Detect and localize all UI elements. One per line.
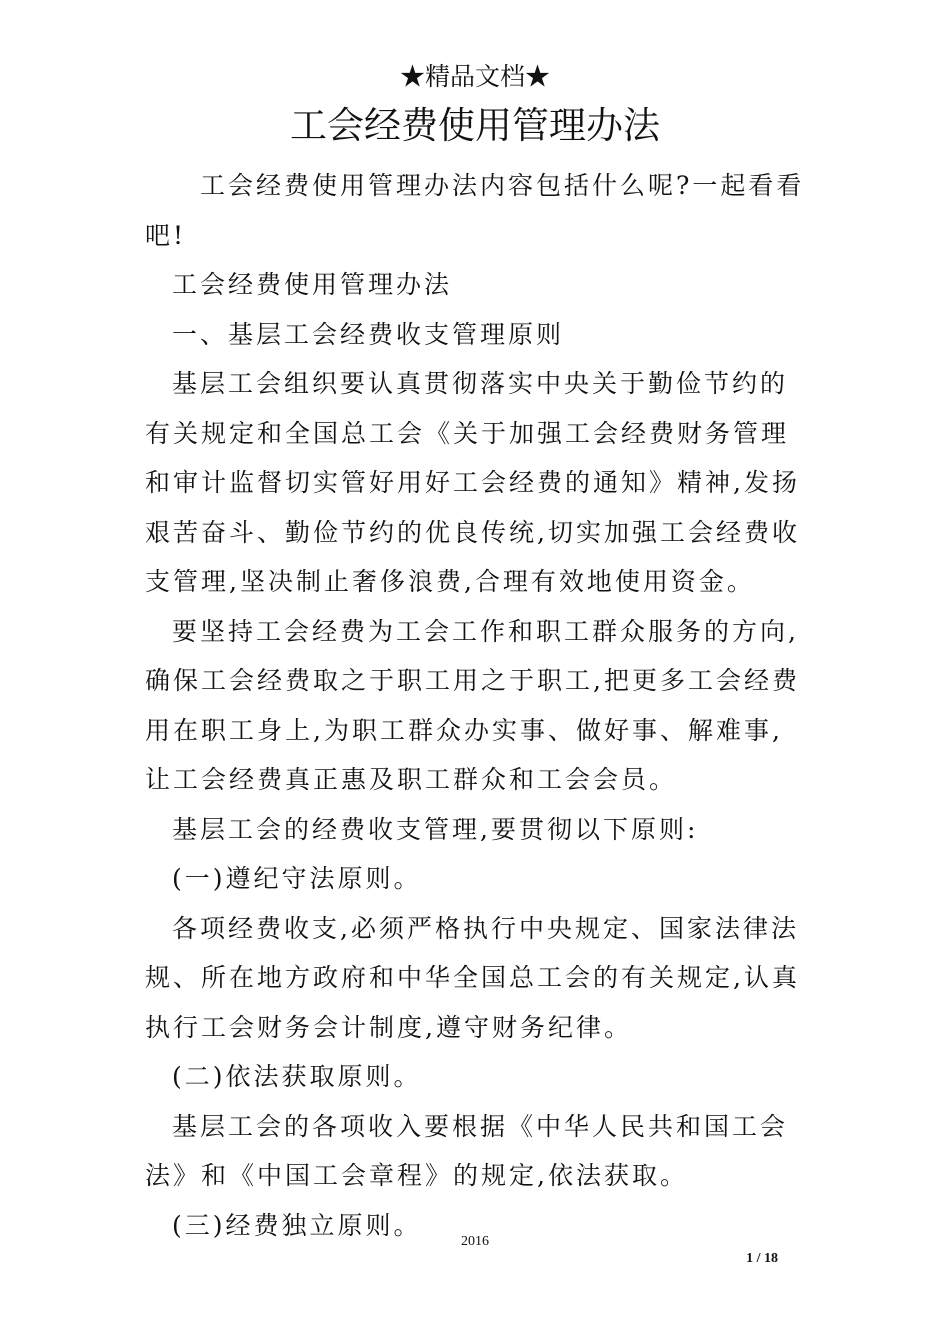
body-paragraph: 要坚持工会经费为工会工作和职工群众服务的方向,确保工会经费取之于职工用之于职工,把更多工会经费用在职工身上,为职工群众办实事、做好事、解难事,让工会经费真正惠及职工群众和工会会员。 bbox=[145, 616, 800, 794]
body-paragraph: 基层工会的各项收入要根据《中华人民共和国工会法》和《中国工会章程》的规定,依法获取。 bbox=[145, 1111, 789, 1190]
document-title: 工会经费使用管理办法 bbox=[290, 104, 660, 147]
subsection-heading: (二)依法获取原则。 bbox=[172, 1062, 422, 1091]
body-paragraph: 基层工会的经费收支管理,要贯彻以下原则: bbox=[172, 814, 699, 844]
section-heading: 工会经费使用管理办法 bbox=[172, 270, 453, 299]
page-number: 1 / 18 bbox=[746, 1251, 778, 1266]
document-header-badge: ★精品文档★ bbox=[399, 62, 550, 91]
subsection-heading: (一)遵纪守法原则。 bbox=[172, 864, 422, 893]
document-body bbox=[145, 161, 810, 1250]
body-paragraph: 基层工会组织要认真贯彻落实中央关于勤俭节约的有关规定和全国总工会《关于加强工会经费财务管理和审计监督切实管好用好工会经费的通知》精神,发扬艰苦奋斗、勤俭节约的优良传统,切实加强工会经费收支管理,坚决制止奢侈浪费,合理有效地使用资金。 bbox=[145, 369, 800, 596]
subsection-heading: (三)经费独立原则。 bbox=[172, 1210, 422, 1240]
intro-paragraph: 工会经费使用管理办法内容包括什么呢?一起看看吧! bbox=[145, 171, 805, 250]
body-paragraph: 各项经费收支,必须严格执行中央规定、国家法律法规、所在地方政府和中华全国总工会的有关规定,认真执行工会财务会计制度,遵守财务纪律。 bbox=[145, 913, 800, 1042]
footer-year: 2016 bbox=[461, 1234, 489, 1249]
section-heading: 一、基层工会经费收支管理原则 bbox=[172, 319, 565, 349]
